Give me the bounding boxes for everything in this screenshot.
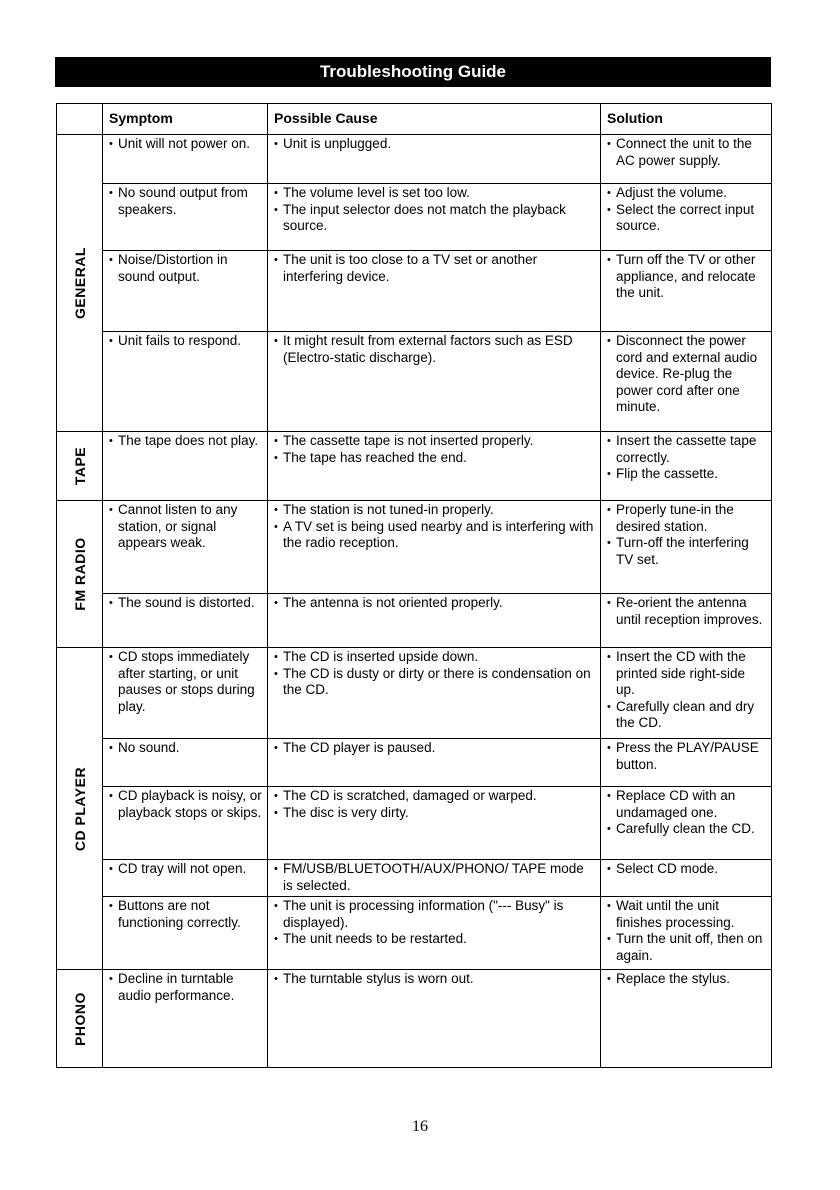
solution-item: • Replace CD with an undamaged one.	[607, 788, 767, 821]
cause-item: • A TV set is being used nearby and is interfering with the radio reception.	[274, 519, 596, 552]
cause-list	[274, 740, 596, 757]
solution-list	[607, 185, 767, 235]
cause-item: • The disc is very dirty.	[274, 805, 596, 822]
solution-item: • Select the correct input source.	[607, 202, 767, 235]
cause-list	[274, 252, 596, 285]
section-label-cell	[57, 970, 103, 1068]
cause-item: • The unit is processing information ("--- Busy" is displayed).	[274, 898, 596, 931]
cause-list	[274, 971, 596, 988]
solution-item: • Carefully clean and dry the CD.	[607, 699, 767, 732]
solution-item: • Carefully clean the CD.	[607, 821, 767, 838]
solution-item: • Disconnect the power cord and external audio device. Re-plug the power cord after one minute.	[607, 333, 767, 416]
cause-item: • It might result from external factors such as ESD (Electro-static discharge).	[274, 333, 596, 366]
symptom-cell	[103, 251, 268, 332]
section-label-cell	[57, 135, 103, 432]
cause-item: • The input selector does not match the playback source.	[274, 202, 596, 235]
solution-item: • Re-orient the antenna until reception improves.	[607, 595, 767, 628]
table-row	[57, 501, 772, 594]
symptom-list	[109, 595, 263, 612]
solution-cell	[601, 594, 772, 648]
cause-item: • The cassette tape is not inserted properly.	[274, 433, 596, 450]
symptom-item: • No sound output from speakers.	[109, 185, 263, 218]
symptom-item: • The tape does not play.	[109, 433, 263, 450]
symptom-cell	[103, 648, 268, 739]
solution-cell	[601, 970, 772, 1068]
solution-cell	[601, 251, 772, 332]
symptom-cell	[103, 860, 268, 897]
symptom-list	[109, 185, 263, 218]
cause-list	[274, 502, 596, 552]
symptom-item: • CD tray will not open.	[109, 861, 263, 878]
table-row	[57, 897, 772, 970]
section-label-cell	[57, 432, 103, 501]
symptom-cell	[103, 501, 268, 594]
symptom-item: • Unit will not power on.	[109, 136, 263, 153]
solution-cell	[601, 135, 772, 184]
cause-item: • The CD is scratched, damaged or warped.	[274, 788, 596, 805]
cause-cell	[268, 501, 601, 594]
cause-item: • The tape has reached the end.	[274, 450, 596, 467]
symptom-list	[109, 788, 263, 821]
cause-cell	[268, 970, 601, 1068]
solution-list	[607, 861, 767, 878]
solution-item: • Press the PLAY/PAUSE button.	[607, 740, 767, 773]
symptom-item: • CD playback is noisy, or playback stops or skips.	[109, 788, 263, 821]
cause-item: • The unit is too close to a TV set or another interfering device.	[274, 252, 596, 285]
section-label-cell	[57, 501, 103, 648]
solution-item: • Properly tune-in the desired station.	[607, 502, 767, 535]
symptom-list	[109, 502, 263, 552]
solution-list	[607, 502, 767, 568]
header-cause: Possible Cause	[268, 104, 601, 135]
solution-list	[607, 740, 767, 773]
solution-list	[607, 333, 767, 416]
symptom-cell	[103, 332, 268, 432]
symptom-list	[109, 740, 263, 757]
solution-cell	[601, 501, 772, 594]
symptom-list	[109, 136, 263, 153]
header-symptom: Symptom	[103, 104, 268, 135]
symptom-cell	[103, 432, 268, 501]
cause-item: • Unit is unplugged.	[274, 136, 596, 153]
symptom-item: • Buttons are not functioning correctly.	[109, 898, 263, 931]
cause-list	[274, 861, 596, 894]
symptom-cell	[103, 184, 268, 251]
symptom-list	[109, 252, 263, 285]
section-label-cell	[57, 648, 103, 970]
symptom-item: • The sound is distorted.	[109, 595, 263, 612]
cause-item: • The volume level is set too low.	[274, 185, 596, 202]
solution-list	[607, 649, 767, 732]
solution-item: • Connect the unit to the AC power supply.	[607, 136, 767, 169]
solution-cell	[601, 184, 772, 251]
cause-cell	[268, 332, 601, 432]
page-number: 16	[412, 1118, 428, 1135]
table-row	[57, 332, 772, 432]
cause-item: • The antenna is not oriented properly.	[274, 595, 596, 612]
solution-item: • Turn the unit off, then on again.	[607, 931, 767, 964]
cause-cell	[268, 184, 601, 251]
cause-cell	[268, 648, 601, 739]
solution-cell	[601, 332, 772, 432]
cause-item: • The station is not tuned-in properly.	[274, 502, 596, 519]
cause-list	[274, 649, 596, 699]
cause-cell	[268, 739, 601, 787]
symptom-item: • CD stops immediately after starting, or unit pauses or stops during play.	[109, 649, 263, 715]
cause-list	[274, 333, 596, 366]
symptom-list	[109, 971, 263, 1004]
solution-item: • Turn off the TV or other appliance, and relocate the unit.	[607, 252, 767, 302]
solution-cell	[601, 897, 772, 970]
solution-cell	[601, 860, 772, 897]
cause-item: • The CD is inserted upside down.	[274, 649, 596, 666]
solution-item: • Insert the CD with the printed side right-side up.	[607, 649, 767, 699]
symptom-cell	[103, 787, 268, 860]
cause-cell	[268, 432, 601, 501]
table-row	[57, 860, 772, 897]
cause-cell	[268, 897, 601, 970]
table-header-row	[57, 104, 772, 135]
symptom-list	[109, 433, 263, 450]
cause-cell	[268, 135, 601, 184]
cause-cell	[268, 251, 601, 332]
symptom-list	[109, 649, 263, 715]
symptom-list	[109, 861, 263, 878]
section-label: CD PLAYER	[71, 766, 88, 851]
symptom-item: • No sound.	[109, 740, 263, 757]
troubleshooting-table	[56, 103, 772, 1068]
cause-item: • The CD is dusty or dirty or there is condensation on the CD.	[274, 666, 596, 699]
table-row	[57, 739, 772, 787]
solution-list	[607, 788, 767, 838]
table-row	[57, 135, 772, 184]
solution-item: • Insert the cassette tape correctly.	[607, 433, 767, 466]
symptom-item: • Decline in turntable audio performance.	[109, 971, 263, 1004]
symptom-item: • Noise/Distortion in sound output.	[109, 252, 263, 285]
symptom-cell	[103, 970, 268, 1068]
cause-item: • The unit needs to be restarted.	[274, 931, 596, 948]
symptom-item: • Unit fails to respond.	[109, 333, 263, 350]
solution-list	[607, 595, 767, 628]
cause-list	[274, 433, 596, 466]
solution-item: • Adjust the volume.	[607, 185, 767, 202]
table-row	[57, 787, 772, 860]
symptom-cell	[103, 897, 268, 970]
solution-list	[607, 898, 767, 964]
solution-cell	[601, 648, 772, 739]
cause-item: • FM/USB/BLUETOOTH/AUX/PHONO/ TAPE mode is selected.	[274, 861, 596, 894]
solution-list	[607, 433, 767, 483]
header-solution: Solution	[601, 104, 772, 135]
solution-list	[607, 971, 767, 988]
cause-list	[274, 595, 596, 612]
solution-item: • Replace the stylus.	[607, 971, 767, 988]
section-label: FM RADIO	[71, 537, 88, 611]
cause-cell	[268, 860, 601, 897]
solution-cell	[601, 787, 772, 860]
solution-item: • Wait until the unit finishes processing.	[607, 898, 767, 931]
cause-item: • The turntable stylus is worn out.	[274, 971, 596, 988]
solution-list	[607, 252, 767, 302]
solution-item: • Flip the cassette.	[607, 466, 767, 483]
solution-cell	[601, 432, 772, 501]
cause-list	[274, 136, 596, 153]
section-label: TAPE	[71, 446, 88, 486]
symptom-cell	[103, 739, 268, 787]
table-row	[57, 251, 772, 332]
table-row	[57, 432, 772, 501]
solution-cell	[601, 739, 772, 787]
solution-list	[607, 136, 767, 169]
header-corner	[57, 104, 103, 135]
page-title: Troubleshooting Guide	[55, 57, 771, 87]
section-label: GENERAL	[71, 247, 88, 319]
cause-cell	[268, 787, 601, 860]
solution-item: • Turn-off the interfering TV set.	[607, 535, 767, 568]
cause-list	[274, 788, 596, 821]
cause-list	[274, 185, 596, 235]
table-row	[57, 970, 772, 1068]
cause-item: • The CD player is paused.	[274, 740, 596, 757]
table-row	[57, 648, 772, 739]
cause-cell	[268, 594, 601, 648]
table-row	[57, 594, 772, 648]
symptom-cell	[103, 135, 268, 184]
symptom-cell	[103, 594, 268, 648]
solution-item: • Select CD mode.	[607, 861, 767, 878]
symptom-item: • Cannot listen to any station, or signal appears weak.	[109, 502, 263, 552]
cause-list	[274, 898, 596, 948]
table-row	[57, 184, 772, 251]
symptom-list	[109, 898, 263, 931]
section-label: PHONO	[71, 991, 88, 1046]
symptom-list	[109, 333, 263, 350]
